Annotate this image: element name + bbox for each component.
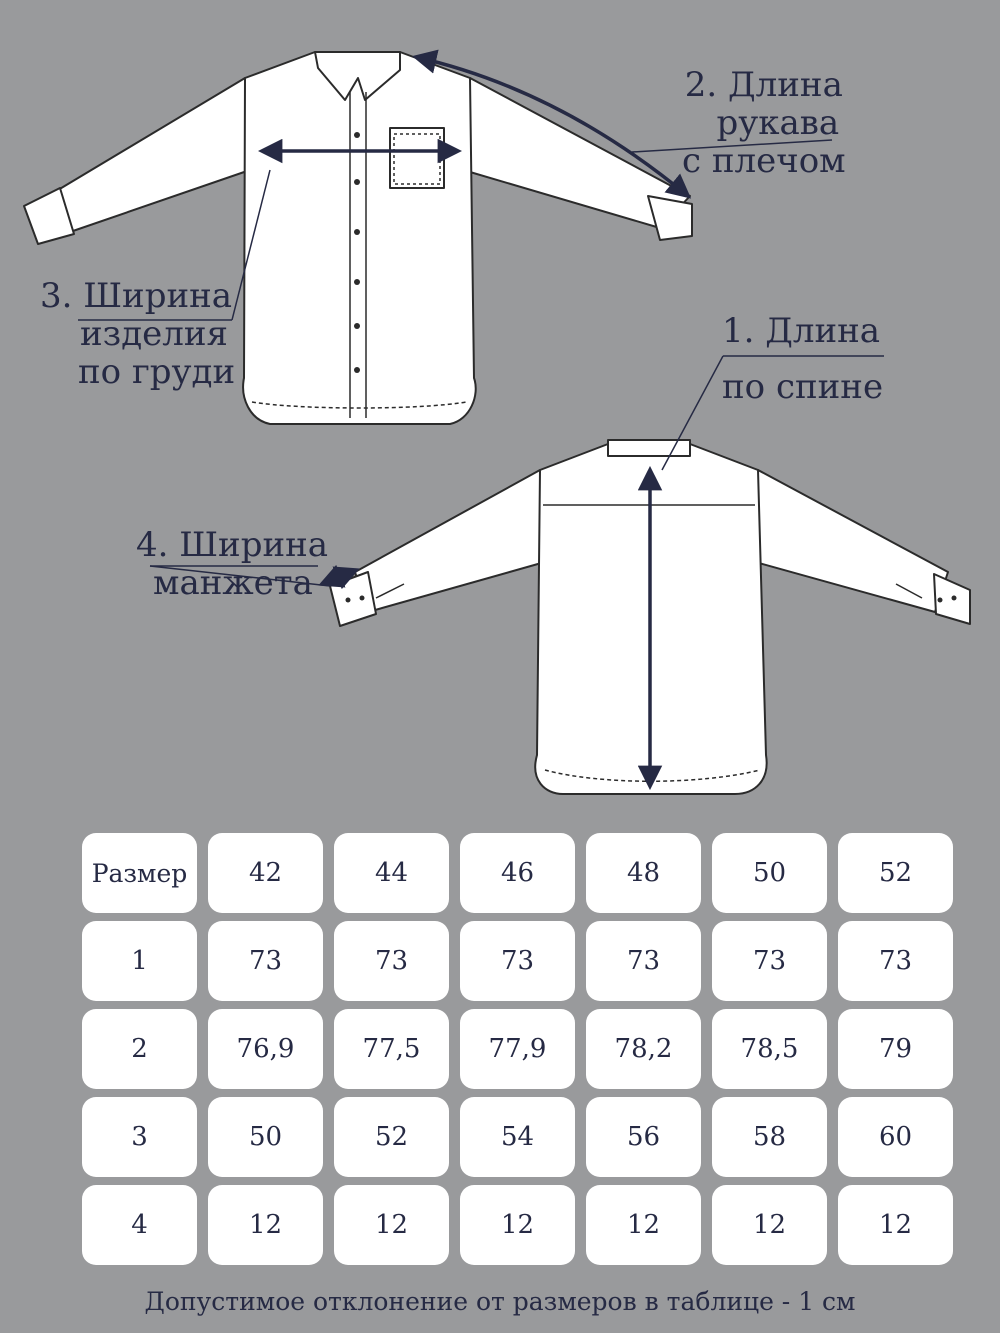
table-header-cell: Размер xyxy=(82,833,197,913)
table-cell: 12 xyxy=(712,1185,827,1265)
table-cell: 73 xyxy=(208,921,323,1001)
table-header-cell: 48 xyxy=(586,833,701,913)
table-cell: 50 xyxy=(208,1097,323,1177)
table-row-label: 2 xyxy=(82,1009,197,1089)
table-header-cell: 44 xyxy=(334,833,449,913)
table-header-cell: 42 xyxy=(208,833,323,913)
table-cell: 73 xyxy=(334,921,449,1001)
table-header-cell: 50 xyxy=(712,833,827,913)
table-header-cell: 52 xyxy=(838,833,953,913)
table-cell: 58 xyxy=(712,1097,827,1177)
table-cell: 77,5 xyxy=(334,1009,449,1089)
table-cell: 78,2 xyxy=(586,1009,701,1089)
table-cell: 76,9 xyxy=(208,1009,323,1089)
table-row-label: 3 xyxy=(82,1097,197,1177)
table-cell: 60 xyxy=(838,1097,953,1177)
table-row-label: 1 xyxy=(82,921,197,1001)
table-cell: 73 xyxy=(838,921,953,1001)
table-cell: 79 xyxy=(838,1009,953,1089)
table-row-label: 4 xyxy=(82,1185,197,1265)
table-cell: 52 xyxy=(334,1097,449,1177)
table-cell: 12 xyxy=(460,1185,575,1265)
table-cell: 77,9 xyxy=(460,1009,575,1089)
table-cell: 73 xyxy=(586,921,701,1001)
label-sleeve: 2. Длина рукава с плечом xyxy=(682,65,846,181)
table-cell: 12 xyxy=(838,1185,953,1265)
table-cell: 12 xyxy=(208,1185,323,1265)
table-cell: 78,5 xyxy=(712,1009,827,1089)
label-cuff: 4. Ширина манжета xyxy=(136,525,329,603)
table-cell: 73 xyxy=(460,921,575,1001)
table-cell: 56 xyxy=(586,1097,701,1177)
table-cell: 12 xyxy=(334,1185,449,1265)
table-cell: 54 xyxy=(460,1097,575,1177)
table-header-cell: 46 xyxy=(460,833,575,913)
size-table xyxy=(82,833,953,1265)
tolerance-footnote: Допустимое отклонение от размеров в таблице - 1 см xyxy=(144,1287,856,1316)
label-back: 1. Длина по спине xyxy=(722,311,884,407)
label-chest: 3. Ширина изделия по груди xyxy=(40,276,236,392)
table-cell: 73 xyxy=(712,921,827,1001)
table-cell: 12 xyxy=(586,1185,701,1265)
